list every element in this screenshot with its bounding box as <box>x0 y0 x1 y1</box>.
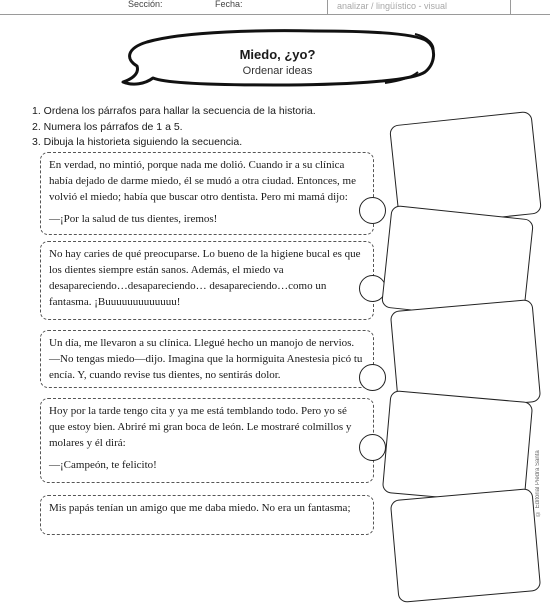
instruction-item: 3. Dibuja la historieta siguiendo la secuencia. <box>32 136 243 148</box>
comic-panel[interactable] <box>390 488 541 603</box>
publisher-credit: © Editorial Piedra Santa <box>535 450 541 516</box>
header-bar <box>0 0 550 15</box>
number-circle[interactable] <box>359 197 386 224</box>
page-title: Miedo, ¿yo? <box>239 47 316 62</box>
paragraph-text: En verdad, no mintió, porque nada me dolió. Cuando ir a su clínica había dejado de darme miedo, él se mudó a otra ciudad. Entonces, me volvió el miedo; había que buscar otro dentista. Pero mi mamá dijo: <box>49 159 356 203</box>
instructions-list <box>32 104 392 151</box>
story-paragraph <box>40 241 374 320</box>
paragraph-text: —¡Campeón, te felicito! <box>49 459 157 471</box>
story-paragraph <box>40 495 374 535</box>
skills-tags: analizar / lingüístico - visual <box>337 1 448 11</box>
speech-bubble-shape <box>115 28 440 98</box>
story-paragraph <box>40 398 374 483</box>
story-paragraph <box>40 330 374 388</box>
date-label: Fecha: <box>215 0 243 9</box>
section-label: Sección: <box>128 0 163 9</box>
story-paragraph <box>40 152 374 235</box>
paragraph-text: No hay caries de qué preocuparse. Lo bueno de la higiene bucal es que los dientes siempre están sanos. Además, el miedo va desapareciendo…desapareciendo… desapareciendo…como un fantasma. ¡Buuuuuuuuuuuuu! <box>49 248 361 308</box>
instruction-item: 1. Ordena los párrafos para hallar la secuencia de la historia. <box>32 105 316 117</box>
number-circle[interactable] <box>359 364 386 391</box>
comic-panel[interactable] <box>382 390 533 505</box>
number-circle[interactable] <box>359 434 386 461</box>
instruction-item: 2. Numera los párrafos de 1 a 5. <box>32 120 183 133</box>
header-divider <box>510 0 511 14</box>
paragraph-text: Mis papás tenían un amigo que me daba miedo. No era un fantasma; <box>49 502 351 514</box>
page-subtitle: Ordenar ideas <box>242 65 313 77</box>
paragraph-text: Hoy por la tarde tengo cita y ya me está temblando todo. Pero yo sé que estoy bien. Abriré mi gran boca de león. Le mostraré colmillos y molares y él dirá: <box>49 405 352 449</box>
paragraph-text: —¡Por la salud de tus dientes, iremos! <box>49 213 218 225</box>
paragraph-text: Un día, me llevaron a su clínica. Llegué hecho un manojo de nervios. —No tengas miedo—dijo. Imagina que la hormiguita Anestesia picó tu encía. Y, cuando revise tus dientes, no sentirás dolor. <box>49 337 363 381</box>
title-bubble <box>115 28 440 98</box>
header-divider <box>327 0 328 14</box>
